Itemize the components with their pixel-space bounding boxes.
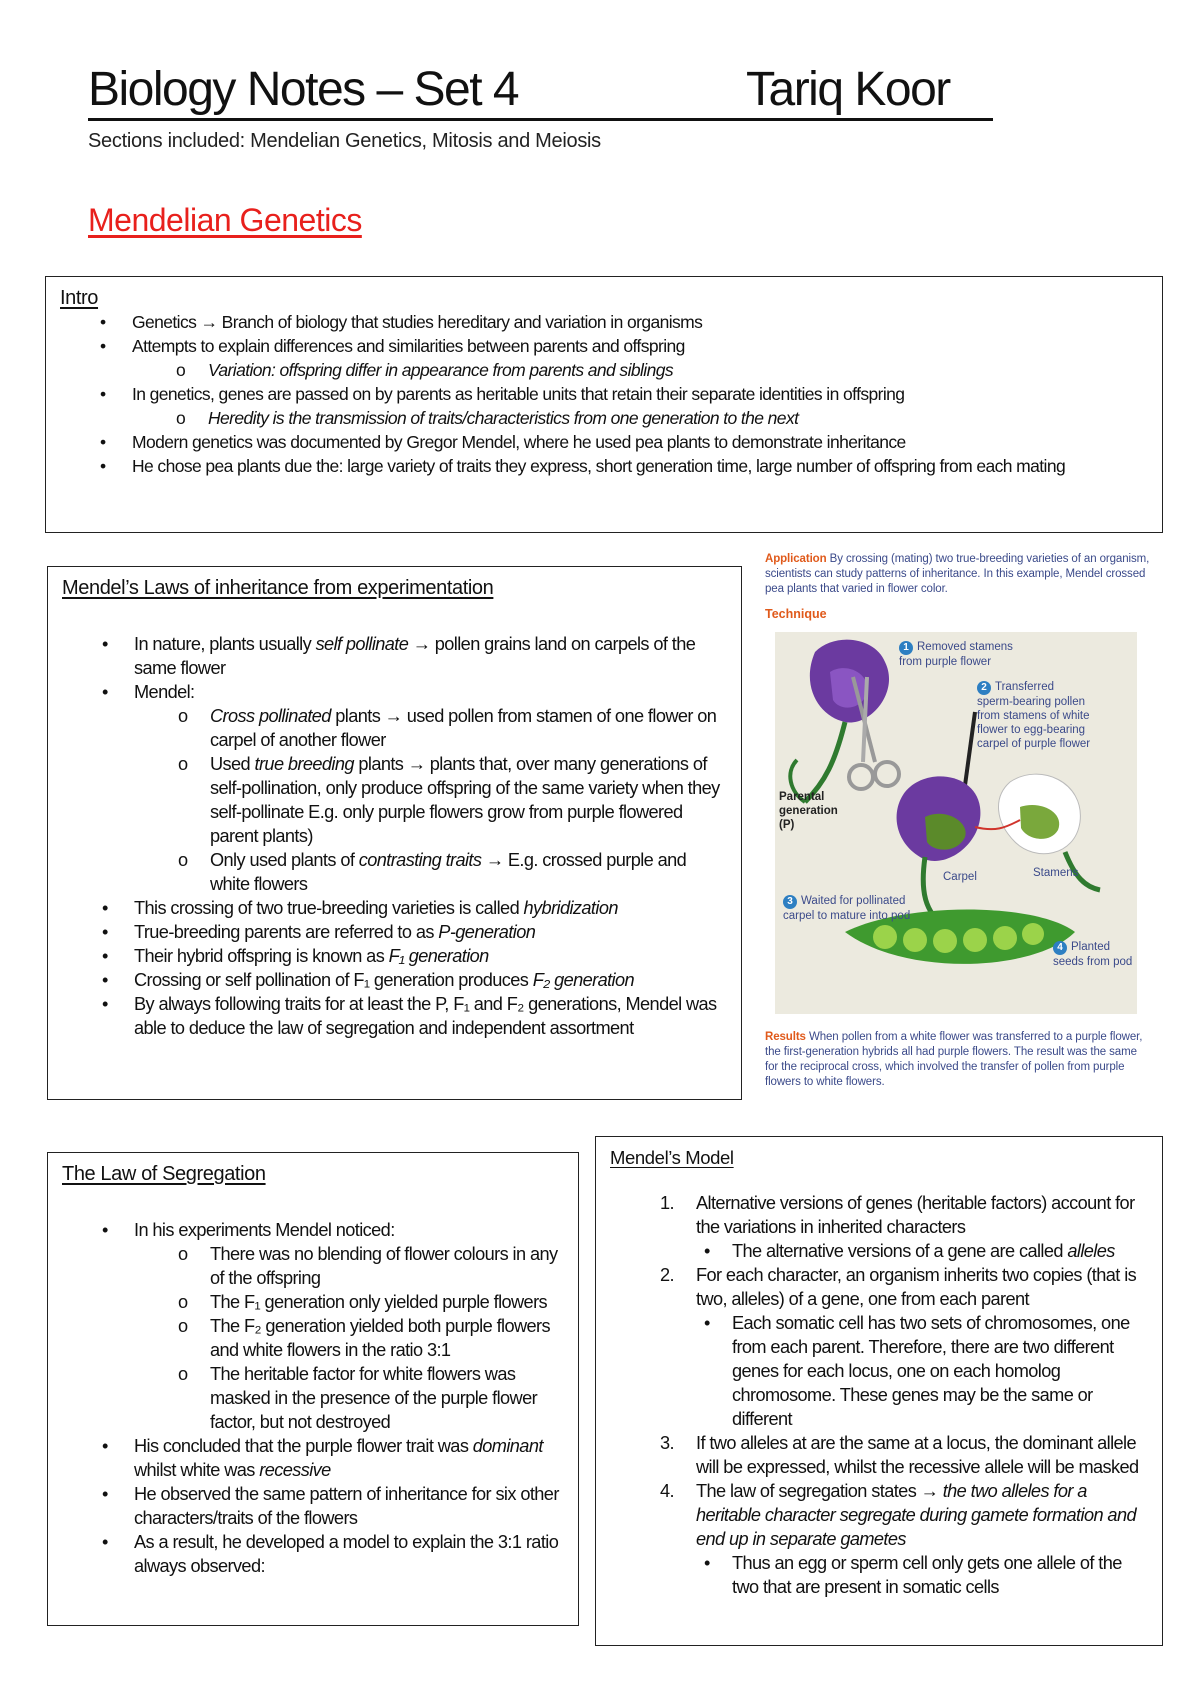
list-item-text: Heredity is the transmission of traits/characteristics from one generation to the next (208, 408, 799, 428)
parental-generation-label: Parental generation (P) (779, 791, 838, 831)
bullet-marker: • (102, 1484, 108, 1504)
sub-list-item (60, 406, 1148, 430)
step-2-number: 2 (977, 681, 991, 695)
bullet-marker: o (178, 1316, 188, 1336)
step-3-number: 3 (783, 895, 797, 909)
step-4-number: 4 (1053, 941, 1067, 955)
step-1-label (899, 640, 1019, 669)
list-item-text: Alternative versions of genes (heritable factors) account for the variations in inherited characters (696, 1193, 1135, 1237)
figure-results (765, 1030, 1150, 1090)
bullet-marker: o (178, 1244, 188, 1264)
list-item-text: His concluded that the purple flower trait was dominant whilst white was recessive (134, 1436, 543, 1480)
bullet-marker: • (102, 946, 108, 966)
list-item-text: There was no blending of flower colours in any of the offspring (210, 1244, 558, 1288)
step-3-text: Waited for pollinated carpel to mature into pod (783, 895, 911, 922)
sub-list-item (62, 1314, 564, 1362)
bullet-marker: • (704, 1313, 710, 1333)
results-text: When pollen from a white flower was transferred to a purple flower, the first-generation hybrids all had purple flowers. The result was the same for the reciprocal cross, which involved the transfer of pollen from purple flowers to white flowers. (765, 1031, 1143, 1088)
list-item-text: Only used plants of contrasting traits → E.g. crossed purple and white flowers (210, 850, 687, 894)
sections-included: Sections included: Mendelian Genetics, Mitosis and Meiosis (88, 130, 601, 152)
sub-list-item (610, 1551, 1148, 1599)
list-item (610, 1191, 1148, 1239)
application-label: Application (765, 553, 827, 565)
list-item-text: This crossing of two true-breeding varieties is called hybridization (134, 898, 618, 918)
list-item-text: In his experiments Mendel noticed: (134, 1220, 395, 1240)
sub-list-item (60, 358, 1148, 382)
bullet-marker: o (176, 408, 186, 428)
bullet-marker: • (102, 994, 108, 1014)
list-item-text: The heritable factor for white flowers was masked in the presence of the purple flower factor, but not destroyed (210, 1364, 538, 1432)
segregation-box (47, 1152, 579, 1626)
carpel-label: Carpel (943, 871, 977, 883)
model-list (610, 1191, 1148, 1599)
list-item (62, 944, 727, 968)
bullet-marker: • (102, 970, 108, 990)
bullet-marker: • (102, 682, 108, 702)
bullet-marker: • (102, 1436, 108, 1456)
bullet-marker: • (102, 1532, 108, 1552)
list-item-text: In nature, plants usually self pollinate → pollen grains land on carpels of the same flower (134, 634, 696, 678)
bullet-marker: • (704, 1553, 710, 1573)
step-3-label (783, 894, 913, 923)
list-item-text: If two alleles at are the same at a locus, the dominant allele will be expressed, whilst the recessive allele will be masked (696, 1433, 1139, 1477)
title-text: Biology Notes – Set 4 (88, 63, 519, 116)
list-item-text: Mendel: (134, 682, 195, 702)
sub-list-item (62, 1242, 564, 1290)
list-item (62, 1482, 564, 1530)
list-item (62, 1434, 564, 1482)
bullet-marker: • (100, 384, 106, 404)
application-text: By crossing (mating) two true-breeding varieties of an organism, scientists can study patterns of inheritance. In this example, Mendel crossed pea plants that varied in flower color. (765, 553, 1150, 595)
list-item (60, 454, 1148, 478)
intro-list (60, 310, 1148, 478)
list-item-text: The F₁ generation only yielded purple flowers (210, 1292, 548, 1312)
list-item (60, 430, 1148, 454)
list-item-text: He chose pea plants due the: large variety of traits they express, short generation time, large number of offspring from each mating (132, 456, 1066, 476)
step-4-label (1053, 940, 1133, 969)
list-item (62, 1530, 564, 1578)
list-item-text: Modern genetics was documented by Gregor Mendel, where he used pea plants to demonstrate inheritance (132, 432, 906, 452)
list-item-text: Thus an egg or sperm cell only gets one allele of the two that are present in somatic cells (732, 1553, 1122, 1597)
bullet-marker: • (100, 432, 106, 452)
figure-application (765, 552, 1150, 597)
bullet-marker: 4. (660, 1481, 674, 1501)
list-item-text: By always following traits for at least the P, F₁ and F₂ generations, Mendel was able to deduce the law of segregation and independent assortment (134, 994, 717, 1038)
sub-list-item (62, 752, 727, 848)
model-title: Mendel’s Model (610, 1147, 734, 1168)
sub-list-item (62, 1290, 564, 1314)
bullet-marker: • (102, 634, 108, 654)
step-2-label (977, 680, 1092, 751)
list-item (60, 334, 1148, 358)
bullet-marker: • (102, 922, 108, 942)
laws-box (47, 566, 742, 1100)
bullet-marker: 3. (660, 1433, 674, 1453)
list-item (62, 920, 727, 944)
page-title (88, 62, 993, 121)
intro-box (45, 276, 1163, 533)
list-item (62, 968, 727, 992)
laws-list (62, 632, 727, 1040)
list-item-text: Their hybrid offspring is known as F₁ generation (134, 946, 489, 966)
list-item-text: Crossing or self pollination of F₁ generation produces F₂ generation (134, 970, 635, 990)
list-item (60, 310, 1148, 334)
bullet-marker: o (178, 850, 188, 870)
list-item-text: For each character, an organism inherits two copies (that is two, alleles) of a gene, one from each parent (696, 1265, 1137, 1309)
sub-list-item (62, 704, 727, 752)
author-name: Tariq Koor (746, 63, 950, 116)
list-item (610, 1431, 1148, 1479)
results-label: Results (765, 1031, 806, 1043)
sub-list-item (62, 848, 727, 896)
sub-list-item (610, 1239, 1148, 1263)
list-item (62, 1218, 564, 1242)
list-item (62, 632, 727, 680)
segregation-list (62, 1218, 564, 1578)
model-box (595, 1136, 1163, 1646)
bullet-marker: • (102, 898, 108, 918)
bullet-marker: o (178, 1364, 188, 1384)
list-item-text: In genetics, genes are passed on by parents as heritable units that retain their separate identities in offspring (132, 384, 905, 404)
scissors-handle-b (875, 762, 899, 786)
bullet-marker: o (178, 706, 188, 726)
list-item-text: True-breeding parents are referred to as P-generation (134, 922, 536, 942)
list-item-text: Each somatic cell has two sets of chromosomes, one from each parent. Therefore, there are two different genes for each locus, one on each homolog chromosome. These genes may be the same or different (732, 1313, 1130, 1429)
section-heading: Mendelian Genetics (88, 202, 362, 238)
step-2-text: Transferred sperm-bearing pollen from stamens of white flower to egg-bearing carpel of purple flower (977, 681, 1091, 750)
scissors-handle-a (849, 765, 873, 789)
step-4-text: Planted seeds from pod (1053, 941, 1133, 968)
bullet-marker: o (178, 754, 188, 774)
technique-label: Technique (765, 607, 827, 621)
list-item (62, 680, 727, 704)
bullet-marker: o (176, 360, 186, 380)
list-item (62, 992, 727, 1040)
list-item (610, 1479, 1148, 1551)
list-item-text: The alternative versions of a gene are called alleles (732, 1241, 1115, 1261)
list-item-text: He observed the same pattern of inheritance for six other characters/traits of the flowers (134, 1484, 559, 1528)
list-item-text: Genetics → Branch of biology that studies hereditary and variation in organisms (132, 312, 703, 332)
list-item-text: Used true breeding plants → plants that, over many generations of self-pollination, only produce offspring of the same variety when they self-pollinate E.g. only purple flowers grow from purple flowered parent plants) (210, 754, 720, 846)
technique-panel (775, 632, 1137, 1014)
intro-title: Intro (60, 287, 99, 309)
bullet-marker: • (704, 1241, 710, 1261)
bullet-marker: o (178, 1292, 188, 1312)
bullet-marker: • (102, 1220, 108, 1240)
list-item-text: The law of segregation states → the two alleles for a heritable character segregate during gamete formation and end up in separate gametes (696, 1481, 1136, 1549)
bullet-marker: 2. (660, 1265, 674, 1285)
bullet-marker: • (100, 312, 106, 332)
list-item (60, 382, 1148, 406)
bullet-marker: • (100, 456, 106, 476)
list-item-text: Attempts to explain differences and similarities between parents and offspring (132, 336, 685, 356)
list-item-text: The F₂ generation yielded both purple flowers and white flowers in the ratio 3:1 (210, 1316, 550, 1360)
segregation-title: The Law of Segregation (62, 1163, 266, 1185)
laws-title: Mendel’s Laws of inheritance from experimentation (62, 577, 494, 599)
pea-crossing-figure (765, 552, 1150, 1092)
sub-list-item (610, 1311, 1148, 1431)
list-item (610, 1263, 1148, 1311)
list-item-text: As a result, he developed a model to explain the 3:1 ratio always observed: (134, 1532, 559, 1576)
list-item (62, 896, 727, 920)
list-item-text: Cross pollinated plants → used pollen from stamen of one flower on carpel of another flower (210, 706, 717, 750)
bullet-marker: • (100, 336, 106, 356)
sub-list-item (62, 1362, 564, 1434)
bullet-marker: 1. (660, 1193, 674, 1213)
step-1-text: Removed stamens from purple flower (899, 641, 1013, 668)
step-1-number: 1 (899, 641, 913, 655)
stamens-label: Stamens (1033, 867, 1079, 879)
list-item-text: Variation: offspring differ in appearance from parents and siblings (208, 360, 673, 380)
